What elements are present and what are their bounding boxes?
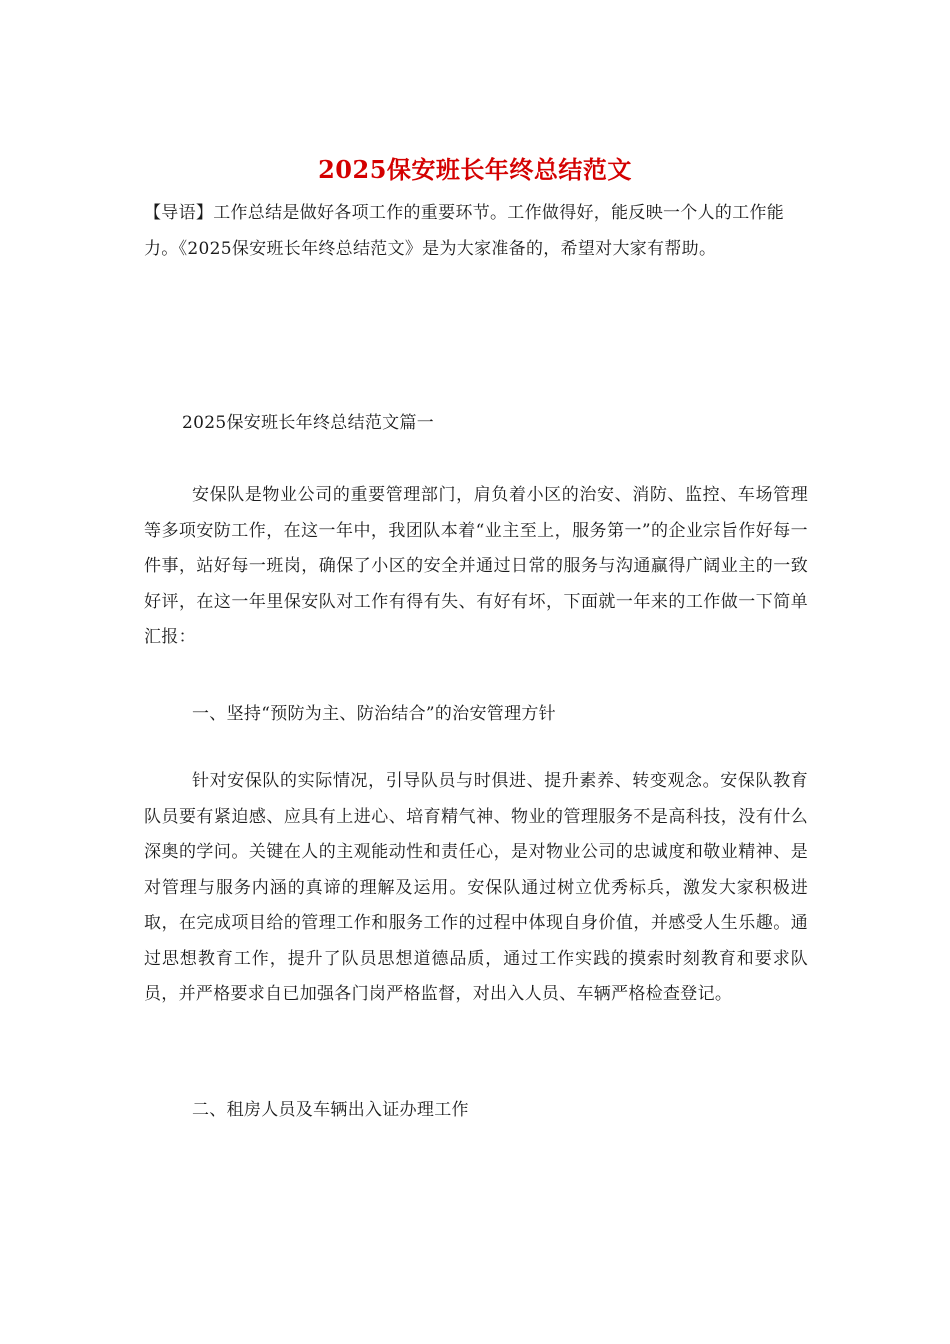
- body-paragraph-2: 针对安保队的实际情况，引导队员与时俱进、提升素养、转变观念。安保队教育队员要有紧迫感、应具有上进心、培育精气神、物业的管理服务不是高科技，没有什么深奥的学问。关键在人的主观能动性和责任心，是对物业公司的忠诚度和敬业精神、是对管理与服务内涵的真谛的理解及运用。安保队通过树立优秀标兵，激发大家积极进取，在完成项目给的管理工作和服务工作的过程中体现自身价值，并感受人生乐趣。通过思想教育工作，提升了队员思想道德品质，通过工作实践的摸索时刻教育和要求队员，并严格要求自已加强各门岗严格监督，对出入人员、车辆严格检查登记。: [144, 771, 808, 1004]
- intro-paragraph: 【导语】工作总结是做好各项工作的重要环节。工作做得好，能反映一个人的工作能力。《2025保安班长年终总结范文》是为大家准备的，希望对大家有帮助。: [144, 203, 785, 259]
- section-heading-1: 一、坚持“预防为主、防治结合”的治安管理方针: [192, 704, 556, 724]
- body-paragraph-1: 安保队是物业公司的重要管理部门，肩负着小区的治安、消防、监控、车场管理等多项安防工作，在这一年中，我团队本着“业主至上，服务第一”的企业宗旨作好每一件事，站好每一班岗，确保了小区的安全并通过日常的服务与沟通赢得广阔业主的一致好评，在这一年里保安队对工作有得有失、有好有坏，下面就一年来的工作做一下简单汇报：: [144, 485, 808, 647]
- section-heading-2: 二、租房人员及车辆出入证办理工作: [192, 1100, 469, 1120]
- document-title: 2025保安班长年终总结范文: [318, 155, 632, 184]
- section-title: 2025保安班长年终总结范文篇一: [182, 413, 435, 433]
